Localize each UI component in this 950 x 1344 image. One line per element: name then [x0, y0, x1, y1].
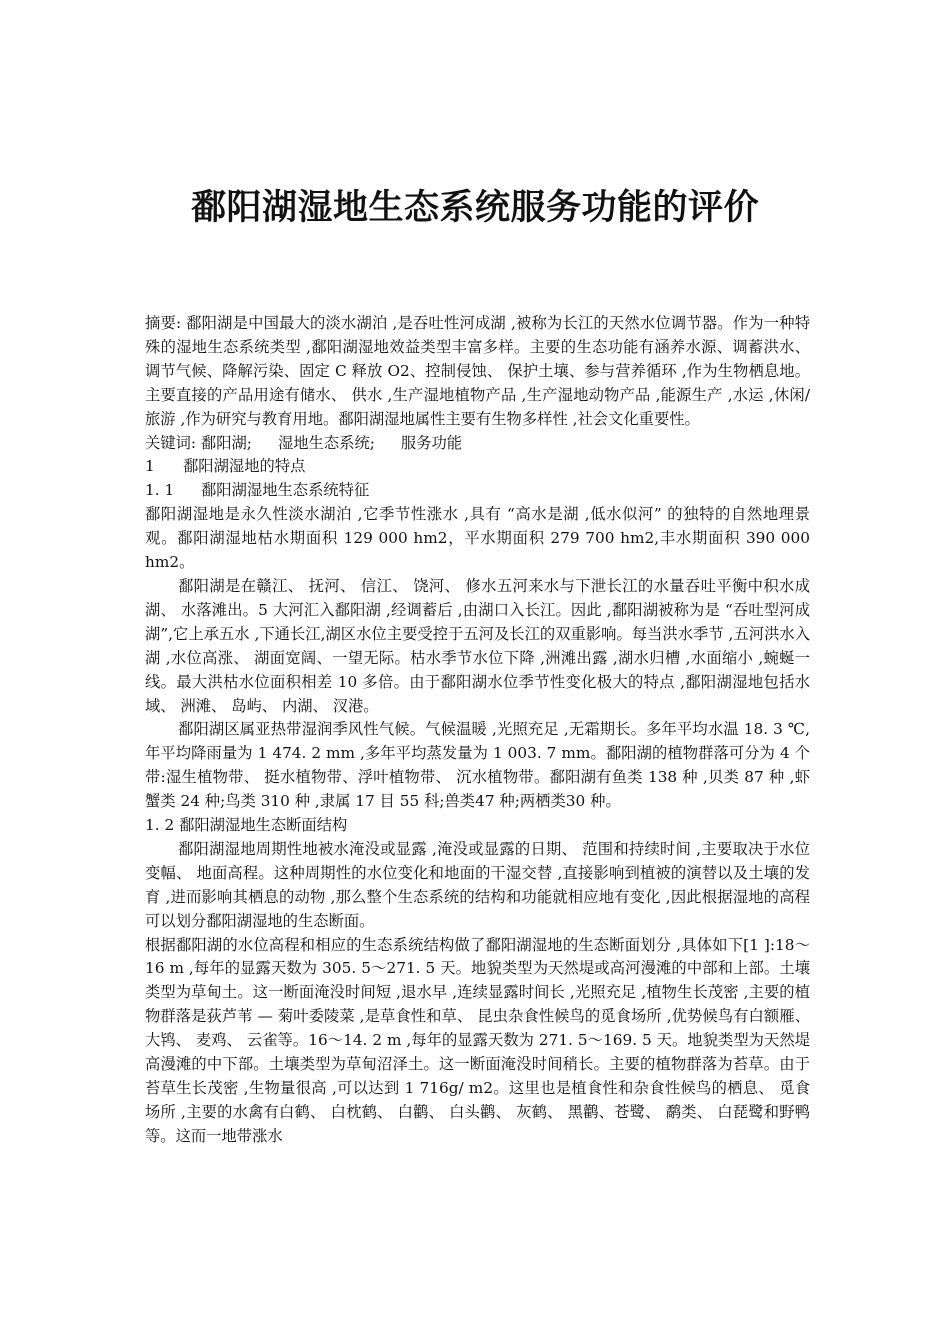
subsection-heading: 1. 2 鄱阳湖湿地生态断面结构	[145, 816, 348, 835]
section-title: 鄱阳湖湿地的特点	[183, 457, 306, 476]
body-paragraph: 鄱阳湖湿地是永久性淡水湖泊 ,它季节性涨水 ,具有 “高水是湖 ,低水似河” 的独特的自然地理景观。鄱阳湖湿地枯水期面积 129 000 hm2，平水期面积 279 700 hm2,丰水期面积 390 000 hm2。	[145, 505, 810, 572]
section-number: 1	[145, 457, 155, 476]
abstract-paragraph: 摘要: 鄱阳湖是中国最大的淡水湖泊 ,是吞吐性河成湖 ,被称为长江的天然水位调节器。作为一种特殊的湿地生态系统类型 ,鄱阳湖湿地效益类型丰富多样。主要的生态功能有涵养水源、调蓄洪水、调节气候、降解污染、固定 C 释放 O2、控制侵蚀、 保护土壤、参与营养循环 ,作为生物栖息地。主要直接的产品用途有储水、 供水 ,生产湿地植物产品 ,生产湿地动物产品 ,能源生产 ,水运 ,休闲/旅游 ,作为研究与教育用地。鄱阳湖湿地属性主要有生物多样性 ,社会文化重要性。	[145, 314, 810, 428]
keyword-item: 湿地生态系统;	[277, 433, 375, 452]
subsection-number: 1. 1	[145, 481, 175, 500]
subsection-title: 鄱阳湖湿地生态系统特征	[201, 481, 370, 500]
keyword-item: 服务功能	[400, 433, 463, 452]
body-paragraph: 鄱阳湖是在赣江、 抚河、 信江、 饶河、 修水五河来水与下泄长江的水量吞吐平衡中积水成湖、 水落滩出。5 大河汇入鄱阳湖 ,经调蓄后 ,由湖口入长江。因此 ,鄱阳湖被称为是 “吞吐型河成湖”,它上承五水 ,下通长江,湖区水位主要受控于五河及长江的双重影响。每当洪水季节 ,五河洪水入湖 ,水位高涨、 湖面宽阔、一望无际。枯水季节水位下降 ,洲滩出露 ,湖水归槽 ,水面缩小 ,蜿蜒一线。最大洪枯水位面积相差 10 多倍。由于鄱阳湖水位季节性变化极大的特点 ,鄱阳湖湿地包括水域、 洲滩、 岛屿、 内湖、 汊港。	[145, 576, 810, 715]
keywords-label: 关键词: 鄱阳湖;	[145, 433, 252, 452]
document-title: 鄱阳湖湿地生态系统服务功能的评价	[190, 188, 759, 228]
body-paragraph: 根据鄱阳湖的水位高程和相应的生态系统结构做了鄱阳湖湿地的生态断面划分 ,具体如下[1 ]:18～16 m ,每年的显露天数为 305. 5～271. 5 天。地貌类型为天然堤或高河漫滩的中部和上部。土壤类型为草甸土。这一断面淹没时间短 ,退水早 ,连续显露时间长 ,光照充足 ,植物生长茂密 ,主要的植物群落是荻芦苇 — 菊叶委陵菜 ,是草食性和草、 昆虫杂食性候鸟的觅食场所 ,优势候鸟有白额雁、 大鸨、 麦鸡、 云雀等。16～14. 2 m ,每年的显露天数为 271. 5～169. 5 天。地貌类型为天然堤高漫滩的中下部。土壤类型为草甸沼泽土。这一断面淹没时间稍长。主要的植物群落为苔草。由于苔草生长茂密 ,生物量很高 ,可以达到 1 716g/ m2。这里也是植食性和杂食性候鸟的栖息、 觅食场所 ,主要的水禽有白鹤、 白枕鹤、 白鹳、 白头鹳、 灰鹤、 黑鹳、苍鹭、 鹬类、 白琵鹭和野鸭等。这而一地带涨水	[145, 935, 810, 1145]
keywords-line	[145, 432, 810, 456]
subsection-heading	[145, 479, 810, 503]
body-paragraph: 鄱阳湖区属亚热带湿润季风性气候。气候温暖 ,光照充足 ,无霜期长。多年平均水温 18. 3 ℃,年平均降雨量为 1 474. 2 mm ,多年平均蒸发量为 1 003. 7 mm。鄱阳湖的植物群落可分为 4 个带:湿生植物带、 挺水植物带、浮叶植物带、 沉水植物带。鄱阳湖有鱼类 138 种 ,贝类 87 种 ,虾蟹类 24 种;鸟类 310 种 ,隶属 17 目 55 科;兽类47 种;两栖类30 种。	[145, 720, 810, 811]
body-paragraph: 鄱阳湖湿地周期性地被水淹没或显露 ,淹没或显露的日期、 范围和持续时间 ,主要取决于水位变幅、 地面高程。这种周期性的水位变化和地面的干湿交替 ,直接影响到植被的演替以及土壤的发育 ,进而影响其栖息的动物 ,那么整个生态系统的结构和功能就相应地有变化 ,因此根据湿地的高程可以划分鄱阳湖湿地的生态断面。	[145, 839, 810, 930]
document-body	[145, 312, 810, 1149]
section-heading	[145, 455, 810, 479]
